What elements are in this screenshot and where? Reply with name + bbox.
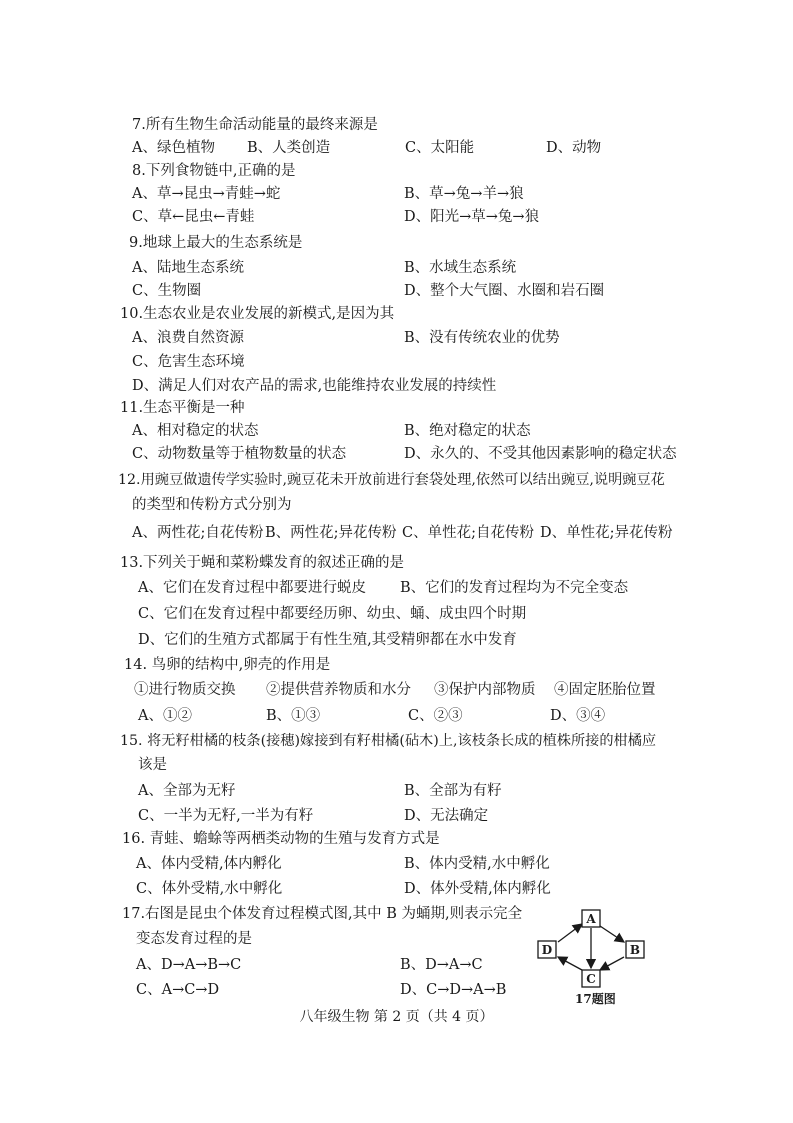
option: D、整个大气圈、水圈和岩石圈	[404, 283, 605, 299]
question-17-stem-cont: 变态发育过程的是	[136, 931, 252, 947]
question-7-stem: 7.所有生物生命活动能量的最终来源是	[132, 117, 378, 133]
question-13-stem: 13.下列关于蝇和菜粉蝶发育的叙述正确的是	[120, 555, 405, 571]
option: B、没有传统农业的优势	[404, 330, 560, 346]
option: C、它们在发育过程中都要经历卵、幼虫、蛹、成虫四个时期	[138, 606, 527, 622]
statement: ④固定胚胎位置	[554, 682, 656, 698]
diagram-caption: 17题图	[575, 992, 616, 1006]
option: C、A→C→D	[136, 982, 220, 998]
option: A、陆地生态系统	[132, 260, 244, 276]
option: D、它们的生殖方式都属于有性生殖,其受精卵都在水中发育	[138, 632, 517, 648]
node-c-label: C	[586, 972, 596, 986]
arrow-c-to-d	[558, 957, 582, 970]
option: C、体外受精,水中孵化	[136, 881, 283, 897]
option: A、D→A→B→C	[136, 957, 242, 973]
question-9-stem: 9.地球上最大的生态系统是	[129, 235, 303, 251]
arrow-a-to-b	[600, 926, 624, 942]
option: C、动物数量等于植物数量的状态	[132, 446, 347, 462]
option: A、它们在发育过程中都要进行蜕皮	[138, 580, 366, 596]
statement: ①进行物质交换	[134, 682, 236, 698]
option: C、太阳能	[405, 140, 475, 156]
option: A、相对稳定的状态	[132, 423, 259, 439]
option: A、①②	[138, 708, 192, 724]
question-17-stem: 17.右图是昆虫个体发育过程模式图,其中 B 为蛹期,则表示完全	[122, 906, 523, 922]
statement: ②提供营养物质和水分	[266, 682, 411, 698]
option: B、人类创造	[247, 140, 331, 156]
option: B、D→A→C	[400, 957, 483, 973]
question-15-stem-cont: 该是	[138, 757, 167, 773]
question-11-stem: 11.生态平衡是一种	[120, 400, 245, 416]
option: D、动物	[546, 140, 602, 156]
option: A、全部为无籽	[138, 783, 236, 799]
option: C、②③	[408, 708, 463, 724]
option: B、①③	[266, 708, 321, 724]
option: A、浪费自然资源	[132, 330, 244, 346]
option: B、水域生态系统	[404, 260, 517, 276]
page-footer: 八年级生物 第 2 页（共 4 页）	[299, 1009, 494, 1025]
option: C、危害生态环境	[132, 354, 245, 370]
arrow-d-to-a	[558, 924, 582, 942]
option: D、体外受精,体内孵化	[404, 881, 551, 897]
node-b-label: B	[629, 943, 641, 957]
option: C、一半为无籽,一半为有籽	[138, 808, 314, 824]
option: A、绿色植物	[132, 140, 215, 156]
option: B、体内受精,水中孵化	[404, 856, 550, 872]
question-16-stem: 16. 青蛙、蟾蜍等两栖类动物的生殖与发育方式是	[122, 831, 440, 847]
option: B、草→兔→羊→狼	[404, 186, 524, 202]
arrow-b-to-c	[600, 957, 624, 970]
question-8-stem: 8.下列食物链中,正确的是	[132, 163, 296, 179]
option: D、C→D→A→B	[400, 982, 507, 998]
option: D、无法确定	[404, 808, 489, 824]
option: C、草←昆虫←青蛙	[132, 209, 255, 225]
question-15-stem: 15. 将无籽柑橘的枝条(接穗)嫁接到有籽柑橘(砧木)上,该枝条长成的植株所接的柑橘应	[120, 733, 657, 749]
option: D、满足人们对农产品的需求,也能维持农业发展的持续性	[132, 378, 497, 394]
question-12-stem: 12.用豌豆做遗传学实验时,豌豆花未开放前进行套袋处理,依然可以结出豌豆,说明豌豆花	[118, 472, 665, 488]
statement: ③保护内部物质	[434, 682, 536, 698]
option: A、体内受精,体内孵化	[136, 856, 282, 872]
option: D、永久的、不受其他因素影响的稳定状态	[404, 446, 677, 462]
option: B、全部为有籽	[404, 783, 502, 799]
insect-development-diagram	[530, 904, 660, 990]
option: D、③④	[550, 708, 606, 724]
option: C、生物圈	[132, 283, 202, 299]
option: A、草→昆虫→青蛙→蛇	[132, 186, 281, 202]
option: A、两性花;自花传粉	[132, 525, 264, 541]
option: D、阳光→草→兔→狼	[404, 209, 540, 225]
option: B、两性花;异花传粉	[265, 525, 397, 541]
option: B、它们的发育过程均为不完全变态	[400, 580, 629, 596]
question-12-stem-cont: 的类型和传粉方式分别为	[132, 497, 292, 513]
option: D、单性花;异花传粉	[540, 525, 673, 541]
node-a-label: A	[586, 912, 596, 926]
option: C、单性花;自花传粉	[402, 525, 534, 541]
question-10-stem: 10.生态农业是农业发展的新模式,是因为其	[120, 306, 395, 322]
option: B、绝对稳定的状态	[404, 423, 531, 439]
question-14-stem: 14. 鸟卵的结构中,卵壳的作用是	[124, 657, 331, 673]
node-d-label: D	[541, 943, 553, 957]
